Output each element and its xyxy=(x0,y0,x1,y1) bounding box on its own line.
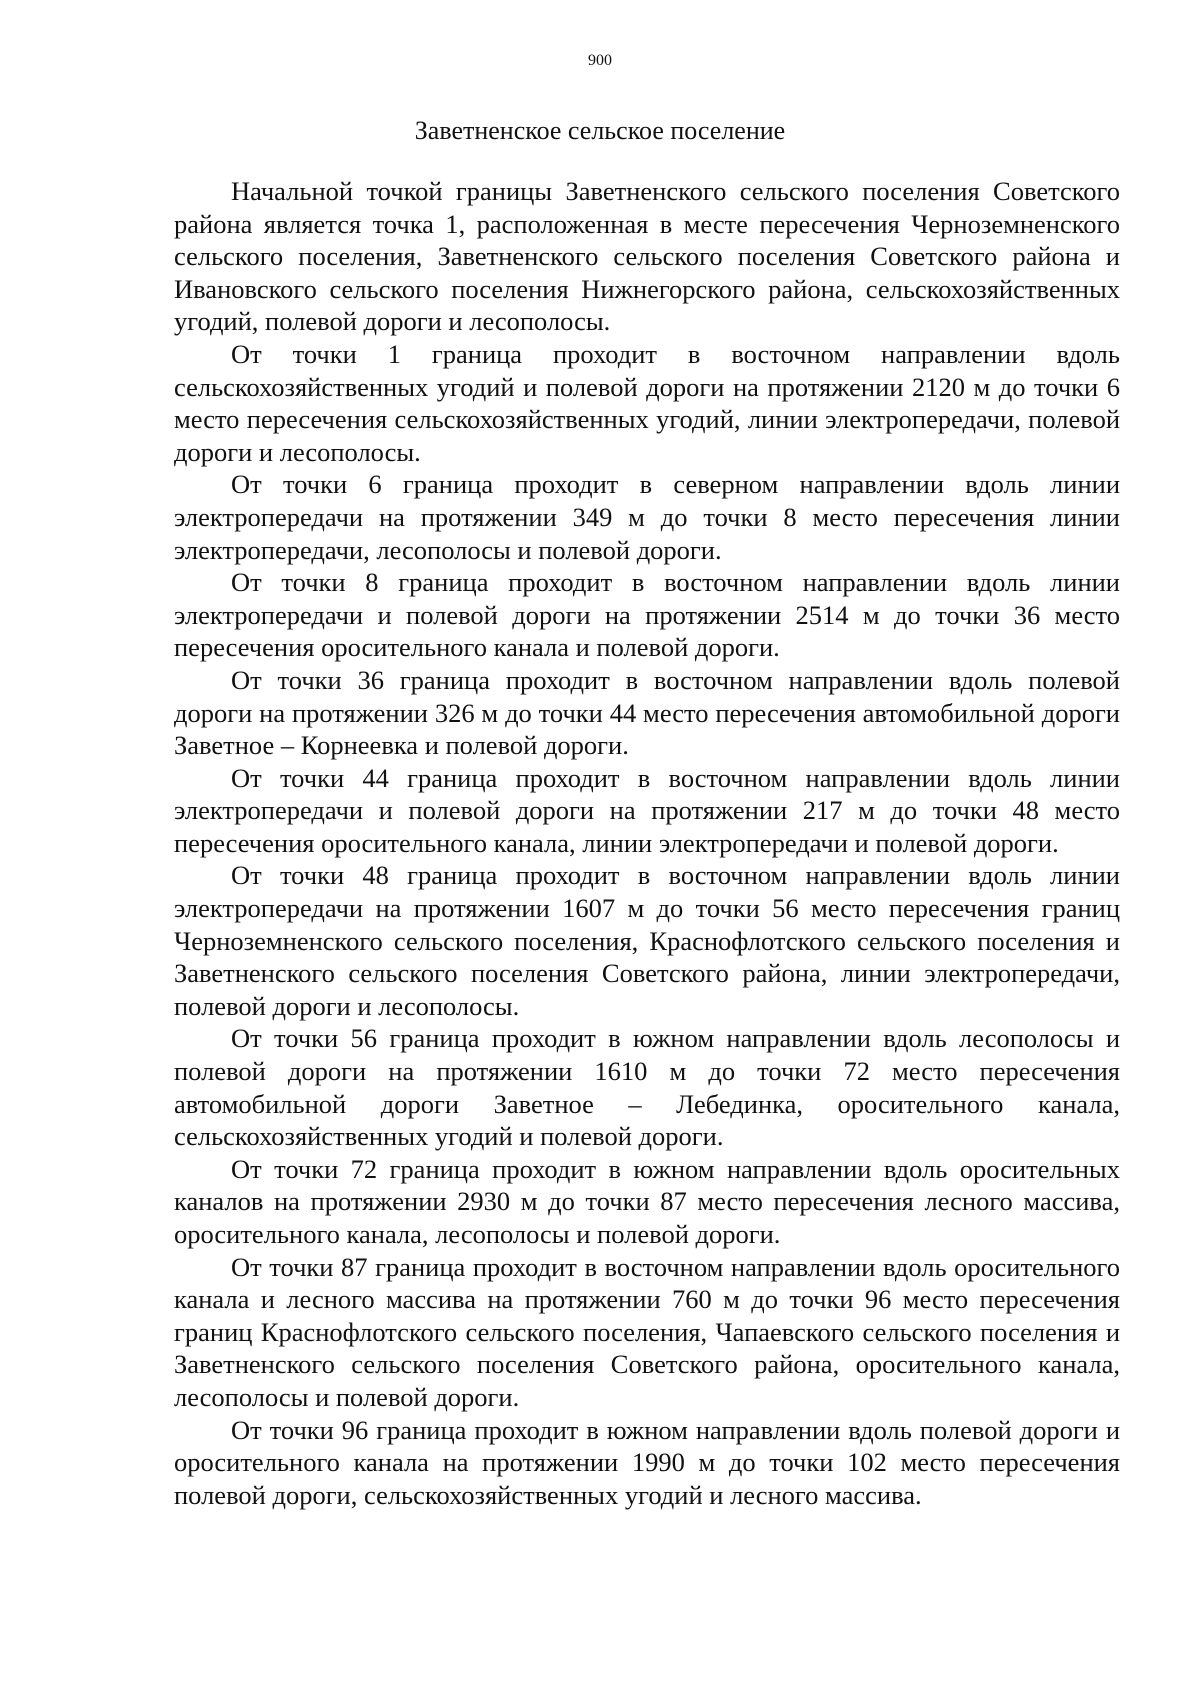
paragraph: От точки 48 граница проходит в восточном направлении вдоль линии электропередачи на протяжении 1607 м до точки 56 место пересечения границ Черноземненского сельского поселения, Краснофлотского сельского поселения и Заветненского сельского поселения Советского района, линии электропередачи, полевой дороги и лесополосы. xyxy=(174,860,1120,1021)
paragraph: От точки 36 граница проходит в восточном направлении вдоль полевой дороги на протяжении 326 м до точки 44 место пересечения автомобильной дороги Заветное – Корнеевка и полевой дороги. xyxy=(174,664,1120,761)
paragraph: От точки 56 граница проходит в южном направлении вдоль лесополосы и полевой дороги на протяжении 1610 м до точки 72 место пересечения автомобильной дороги Заветное – Лебединка, оросительного канала, сельскохозяйственных угодий и полевой дороги. xyxy=(174,1023,1120,1152)
paragraph: От точки 96 граница проходит в южном направлении вдоль полевой дороги и оросительного канала на протяжении 1990 м до точки 102 место пересечения полевой дороги, сельскохозяйственных угодий и лесного массива. xyxy=(174,1414,1120,1510)
body-text xyxy=(174,175,1120,1511)
paragraph: От точки 87 граница проходит в восточном направлении вдоль оросительного канала и лесного массива на протяжении 760 м до точки 96 место пересечения границ Краснофлотского сельского поселения, Чапаевского сельского поселения и Заветненского сельского поселения Советского района, оросительного канала, лесополосы и полевой дороги. xyxy=(174,1251,1120,1412)
paragraph: От точки 8 граница проходит в восточном направлении вдоль линии электропередачи и полевой дороги на протяжении 2514 м до точки 36 место пересечения оросительного канала и полевой дороги. xyxy=(174,567,1120,663)
page-number: 900 xyxy=(588,52,612,69)
paragraph: От точки 6 граница проходит в северном направлении вдоль линии электропередачи на протяжении 349 м до точки 8 место пересечения линии электропередачи, лесополосы и полевой дороги. xyxy=(174,469,1120,565)
paragraph: От точки 72 граница проходит в южном направлении вдоль оросительных каналов на протяжении 2930 м до точки 87 место пересечения лесного массива, оросительного канала, лесополосы и полевой дороги. xyxy=(174,1153,1120,1249)
paragraph: Начальной точкой границы Заветненского сельского поселения Советского района является точка 1, расположенная в месте пересечения Черноземненского сельского поселения, Заветненского сельского поселения Советского района и Ивановского сельского поселения Нижнегорского района, сельскохозяйственных угодий, полевой дороги и лесополосы. xyxy=(174,176,1120,337)
section-heading: Заветненское сельское поселение xyxy=(414,116,786,145)
paragraph: От точки 1 граница проходит в восточном направлении вдоль сельскохозяйственных угодий и полевой дороги на протяжении 2120 м до точки 6 место пересечения сельскохозяйственных угодий, линии электропередачи, полевой дороги и лесополосы. xyxy=(174,338,1120,467)
paragraph: От точки 44 граница проходит в восточном направлении вдоль линии электропередачи и полевой дороги на протяжении 217 м до точки 48 место пересечения оросительного канала, линии электропередачи и полевой дороги. xyxy=(174,762,1120,858)
